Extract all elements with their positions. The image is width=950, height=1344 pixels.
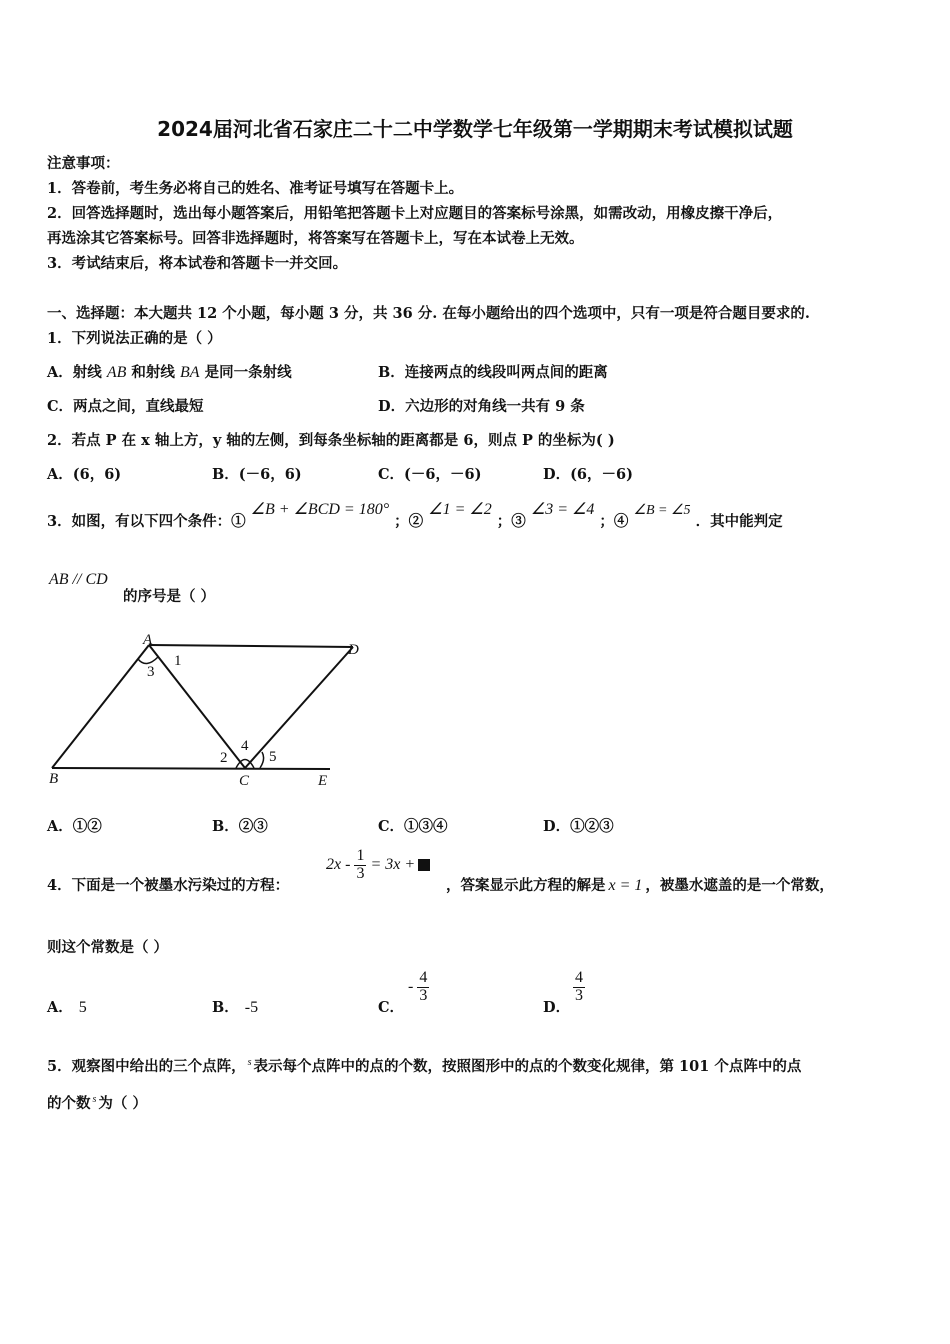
notice-item-2b: 再选涂其它答案标号。回答非选择题时，将答案写在答题卡上，写在本试卷上无效。: [47, 230, 584, 247]
line-be: [52, 768, 330, 769]
notice-item-3: 3．考试结束后，将本试卷和答题卡一并交回。: [47, 255, 348, 272]
q4-equation: 2x - $\frac{1}{3}$ = 3x +: [326, 848, 430, 883]
q4-option-a: A． 5: [47, 999, 87, 1016]
q3-option-b: B．②③: [212, 818, 268, 835]
ink-blot: [418, 859, 430, 871]
label-3: 3: [147, 664, 155, 680]
q1-option-a: A．射线 AB 和射线 BA 是同一条射线: [47, 364, 292, 381]
q3-stem-line2: 的序号是（ ）: [123, 588, 216, 605]
q1-option-d: D．六边形的对角线一共有 9 条: [378, 398, 585, 415]
q4-option-b: B． -5: [212, 999, 259, 1016]
q4-option-d: D．: [543, 999, 571, 1016]
notice-item-1: 1．答卷前，考生务必将自己的姓名、准考证号填写在答题卡上。: [47, 180, 464, 197]
q2-option-b: B．(－6，6): [212, 466, 302, 483]
line-ab: [52, 645, 149, 768]
notice-heading: 注意事项：: [47, 155, 120, 172]
notice-item-2a: 2．回答选择题时，选出每小题答案后，用铅笔把答题卡上对应题目的答案标号涂黑，如需改动，用橡皮擦干净后，: [47, 205, 783, 222]
q1-option-c: C．两点之间，直线最短: [47, 398, 204, 415]
label-c: C: [239, 773, 250, 789]
q4-stem-line2: 则这个常数是（ ）: [47, 939, 169, 956]
label-d: D: [348, 642, 359, 658]
page-title: 2024届河北省石家庄二十二中学数学七年级第一学期期末考试模拟试题: [157, 117, 793, 141]
label-b: B: [49, 771, 59, 787]
line-ac: [149, 645, 245, 768]
q2-option-d: D．(6，－6): [543, 466, 633, 483]
label-2: 2: [220, 750, 228, 766]
label-5: 5: [269, 749, 277, 765]
q2-option-c: C．(－6，－6): [378, 466, 482, 483]
q3-figure: [40, 625, 380, 795]
label-4: 4: [241, 738, 249, 754]
angle-arc-a: [138, 657, 158, 664]
q4-option-c: C．: [378, 999, 405, 1016]
q4-option-d-value: $\frac{4}{3}$: [575, 969, 583, 1004]
q4-option-c-value: - $\frac{4}{3}$: [408, 969, 428, 1004]
line-cd: [245, 647, 353, 768]
section-heading: 一、选择题：本大题共 12 个小题，每小题 3 分，共 36 分. 在每小题给出的四个选项中，只有一项是符合题目要求的.: [47, 305, 810, 322]
q3-option-c: C．①③④: [378, 818, 448, 835]
q1-stem: 1．下列说法正确的是（ ）: [47, 330, 222, 347]
q4-stem: 4．下面是一个被墨水污染过的方程：: [47, 877, 290, 894]
q1-option-b: B．连接两点的线段叫两点间的距离: [378, 364, 608, 381]
q3-stem: 3．如图，有以下四个条件：① ∠B + ∠BCD = 180° ；② ∠1 = ∠2 ；③ ∠3 = ∠4 ；④ ∠B = ∠5 ．其中能判定: [47, 501, 783, 530]
q2-option-a: A．(6，6): [47, 466, 122, 483]
label-a: A: [143, 632, 153, 648]
q4-stem-mid: ，答案显示此方程的解是 x = 1 ，被墨水遮盖的是一个常数，: [446, 877, 834, 894]
q5-stem-line1: 5．观察图中给出的三个点阵， $^s$ 表示每个点阵中的点的个数，按照图形中的点的个数变化规律，第 101 个点阵中的点: [47, 1057, 802, 1075]
q4-equation-fraction: $\frac{1}{3}$: [356, 847, 365, 882]
angle-arc-5: [260, 752, 264, 768]
q5-stem-line2: 的个数 $^s$ 为（ ）: [47, 1094, 147, 1112]
q3-parallel-math: AB // CD: [49, 571, 108, 588]
q2-stem: 2．若点 P 在 x 轴上方，y 轴的左侧，到每条坐标轴的距离都是 6，则点 P 的坐标为( ): [47, 432, 615, 449]
label-e: E: [318, 773, 328, 789]
q3-option-d: D．①②③: [543, 818, 614, 835]
label-1: 1: [174, 653, 182, 669]
q3-option-a: A．①②: [47, 818, 102, 835]
line-ad: [149, 645, 353, 647]
